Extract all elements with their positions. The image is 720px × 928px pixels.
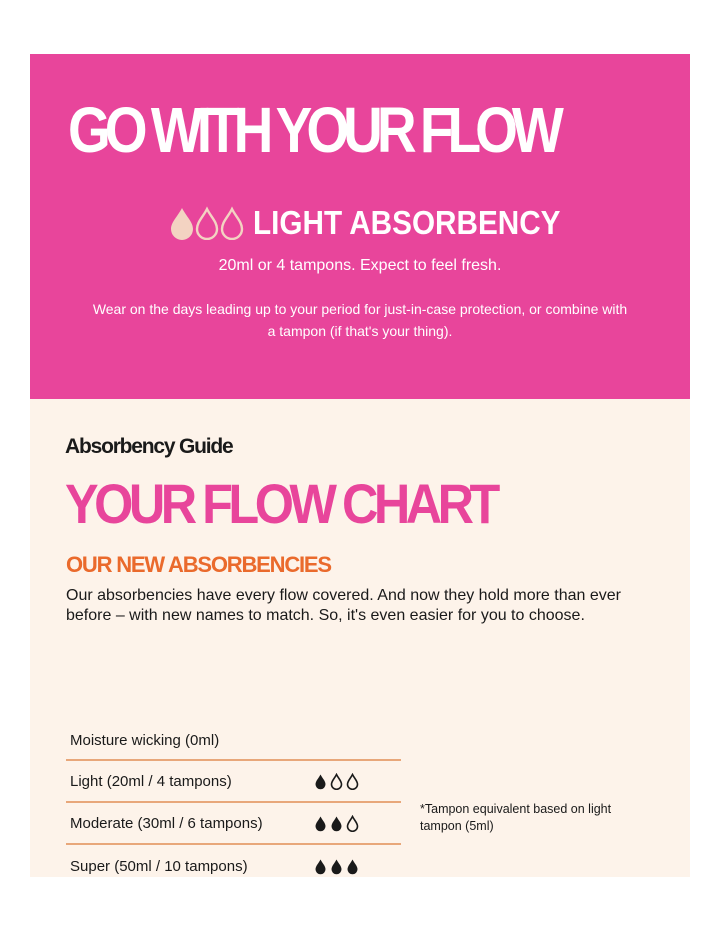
new-absorbencies-heading: OUR NEW ABSORBENCIES [66,552,331,577]
row-drops [314,773,362,790]
absorbency-heading: LIGHT ABSORBENCY [252,204,560,241]
drop-filled-icon [330,858,346,875]
drop-filled-icon [314,773,330,790]
hero-panel [30,54,690,399]
drop-outline-icon [218,206,243,240]
row-label: Moisture wicking (0ml) [70,731,220,749]
guide-label: Absorbency Guide [65,435,233,458]
table-row [66,721,401,761]
drop-outline-icon [330,773,346,790]
guide-panel [30,399,690,877]
row-label: Moderate (30ml / 6 tampons) [70,814,263,832]
table-row [66,761,401,803]
drop-filled-icon [168,206,193,240]
intro-paragraph: Our absorbencies have every flow covered. And now they hold more than ever before – with new names to match. So, it's even easier for you to choose. [66,587,621,624]
absorbency-table [66,721,401,887]
absorbency-description: Wear on the days leading up to your period for just-in-case protection, or combine with a tampon (if that's your thing). [92,301,628,339]
drop-outline-icon [346,773,362,790]
hero-title: GO WITH YOUR FLOW [68,94,558,166]
drop-outline-icon [193,206,218,240]
table-row [66,803,401,845]
absorbency-drops [168,206,243,240]
row-drops [314,858,362,875]
drop-filled-icon [346,858,362,875]
drop-filled-icon [314,858,330,875]
footnote: *Tampon equivalent based on light tampon (5ml) [420,802,612,833]
row-drops [314,815,362,832]
table-row [66,845,401,887]
flow-chart-title: YOUR FLOW CHART [65,472,496,535]
product-card [30,54,690,877]
drop-outline-icon [346,815,362,832]
absorbency-heading-row [30,204,690,242]
row-label: Light (20ml / 4 tampons) [70,772,232,790]
drop-filled-icon [330,815,346,832]
drop-filled-icon [314,815,330,832]
absorbency-subtitle: 20ml or 4 tampons. Expect to feel fresh. [218,257,502,274]
row-label: Super (50ml / 10 tampons) [70,857,248,875]
